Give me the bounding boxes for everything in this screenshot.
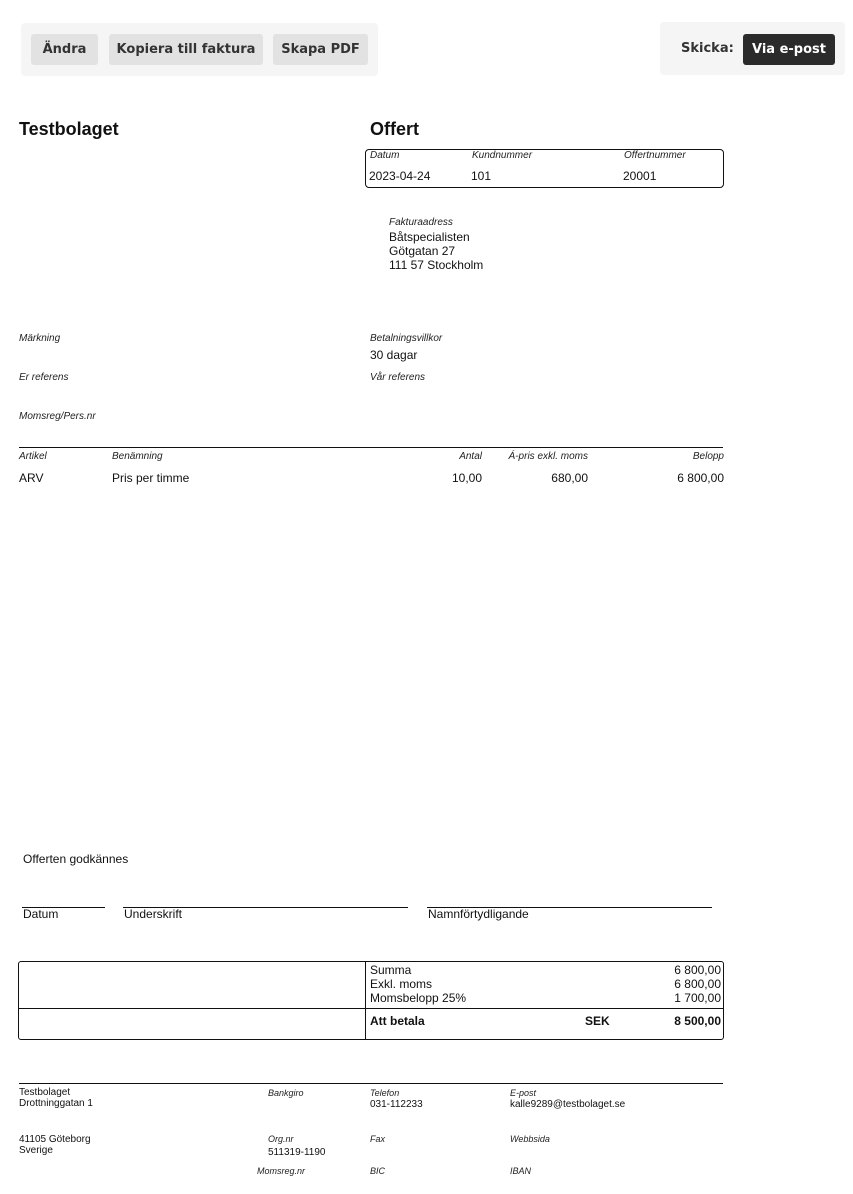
items-table-top-rule bbox=[19, 447, 723, 448]
col-unit-price-header: Á-pris exkl. moms bbox=[508, 451, 588, 462]
create-pdf-button[interactable]: Skapa PDF bbox=[273, 34, 368, 65]
orgnr-value: 511319-1190 bbox=[268, 1147, 326, 1158]
approval-title: Offerten godkännes bbox=[23, 852, 129, 866]
row-unit-price: 680,00 bbox=[551, 471, 588, 485]
approval-date-label: Datum bbox=[23, 907, 59, 921]
col-amount-header: Belopp bbox=[692, 451, 724, 462]
footer-postal-block bbox=[19, 1134, 91, 1156]
payment-terms-value: 30 dagar bbox=[370, 348, 418, 362]
our-reference-label: Vår referens bbox=[370, 372, 426, 383]
totals-divider-vertical bbox=[365, 962, 366, 1039]
fax-label: Fax bbox=[370, 1134, 386, 1144]
billing-city: 111 57 Stockholm bbox=[389, 258, 484, 272]
approval-clarification-label: Namnförtydligande bbox=[428, 907, 529, 921]
totals-lines bbox=[370, 963, 721, 1005]
iban-label: IBAN bbox=[510, 1166, 532, 1176]
excl-vat-value: 6 800,00 bbox=[674, 977, 721, 991]
totals-box bbox=[18, 961, 724, 1040]
billing-name: Båtspecialisten bbox=[389, 230, 470, 244]
your-reference-label: Er referens bbox=[19, 372, 69, 383]
vat-number-label: Momsreg/Pers.nr bbox=[19, 411, 96, 422]
date-value: 2023-04-24 bbox=[369, 169, 431, 183]
amount-due-value: 8 500,00 bbox=[674, 1014, 721, 1028]
col-qty-header: Antal bbox=[459, 451, 482, 462]
toolbar-send bbox=[660, 22, 845, 75]
copy-to-invoice-button[interactable]: Kopiera till faktura bbox=[109, 34, 263, 65]
toolbar-actions bbox=[21, 23, 378, 76]
footer-company-block bbox=[19, 1087, 93, 1109]
excl-vat-label: Exkl. moms bbox=[370, 977, 433, 991]
currency-label: SEK bbox=[585, 1014, 610, 1028]
billing-street: Götgatan 27 bbox=[389, 244, 456, 258]
col-article-header: Artikel bbox=[19, 451, 47, 462]
email-value: kalle9289@testbolaget.se bbox=[510, 1099, 626, 1110]
offer-number-value: 20001 bbox=[623, 169, 657, 183]
bic-label: BIC bbox=[370, 1166, 386, 1176]
footer-rule bbox=[19, 1083, 723, 1084]
marking-label: Märkning bbox=[19, 333, 61, 344]
footer-country: Sverige bbox=[19, 1145, 53, 1156]
row-amount: 6 800,00 bbox=[677, 471, 724, 485]
phone-label: Telefon bbox=[370, 1088, 400, 1098]
footer-street: Drottninggatan 1 bbox=[19, 1098, 93, 1109]
send-label: Skicka: bbox=[681, 41, 734, 56]
table-row bbox=[19, 471, 724, 487]
footer-company-name: Testbolaget bbox=[19, 1087, 71, 1098]
approval-signature-label: Underskrift bbox=[124, 907, 183, 921]
sum-label: Summa bbox=[370, 963, 412, 977]
customer-number-label: Kundnummer bbox=[472, 150, 533, 161]
col-name-header: Benämning bbox=[112, 451, 163, 462]
bankgiro-label: Bankgiro bbox=[268, 1088, 304, 1098]
totals-divider-horizontal bbox=[19, 1008, 723, 1009]
send-email-button[interactable]: Via e-post bbox=[743, 34, 835, 65]
customer-number-value: 101 bbox=[471, 169, 492, 183]
offer-number-label: Offertnummer bbox=[624, 150, 686, 161]
company-name: Testbolaget bbox=[19, 119, 119, 139]
website-label: Webbsida bbox=[510, 1134, 550, 1144]
momsreg-label: Momsreg.nr bbox=[257, 1166, 306, 1176]
footer-postal: 41105 Göteborg bbox=[19, 1134, 91, 1145]
amount-due-label: Att betala bbox=[370, 1014, 425, 1028]
edit-button[interactable]: Ändra bbox=[31, 34, 98, 65]
document-info-box bbox=[365, 149, 724, 188]
document-title: Offert bbox=[370, 119, 419, 139]
billing-address-label: Fakturaadress bbox=[389, 217, 453, 228]
row-name: Pris per timme bbox=[112, 471, 190, 485]
date-label: Datum bbox=[370, 150, 400, 161]
row-qty: 10,00 bbox=[451, 471, 482, 485]
sum-value: 6 800,00 bbox=[674, 963, 721, 977]
vat-amount-value: 1 700,00 bbox=[674, 991, 721, 1005]
orgnr-label: Org.nr bbox=[268, 1134, 294, 1144]
billing-address bbox=[389, 216, 483, 272]
payment-terms-label: Betalningsvillkor bbox=[370, 333, 443, 344]
email-label: E-post bbox=[510, 1088, 537, 1098]
row-article: ARV bbox=[19, 471, 44, 485]
vat-amount-label: Momsbelopp 25% bbox=[370, 991, 467, 1005]
phone-value: 031-112233 bbox=[370, 1099, 423, 1110]
